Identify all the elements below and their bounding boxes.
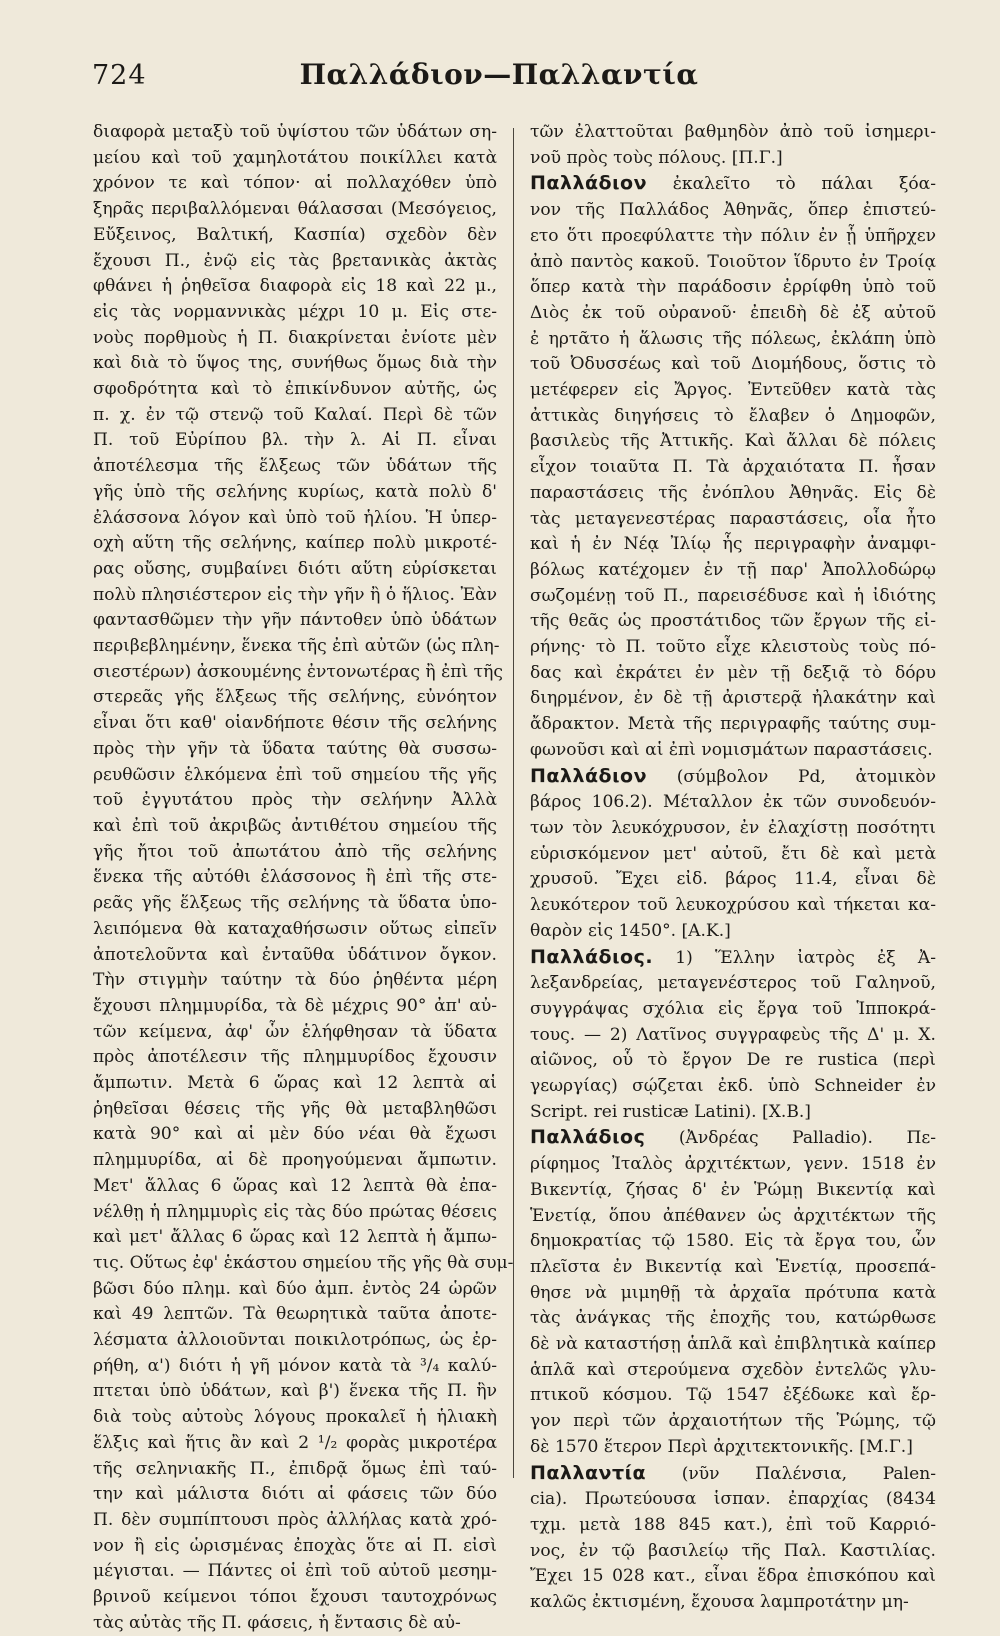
text-line: εἰς τὰς νορμαννικὰς μέχρι 10 μ. Εἰς στε- — [93, 301, 497, 322]
text-line: οχὴ αὕτη τῆς σελήνης, καίπερ πολὺ μικροτέ- — [93, 533, 497, 554]
entry-first-line — [530, 1461, 936, 1488]
page-number: 724 — [92, 60, 147, 91]
text-line: γῆς ὑπὸ τῆς σελήνης κυρίως, κατὰ πολὺ δ' — [93, 481, 497, 502]
text-line: τὰς μεταγενεστέρας παραστάσεις, οἷα ἦτο — [530, 508, 936, 529]
text-line: ἀττικὰς διηγήσεις τὸ ἔλαβεν ὁ Δημοφῶν, — [530, 405, 936, 426]
text-line: βόλως κατέχομεν ἐν τῇ παρ' Ἀπολλοδώρῳ — [530, 559, 936, 580]
entry-first-line — [530, 1125, 936, 1152]
text-line: των τὸν λευκόχρυσον, ἐν ἐλαχίστῃ ποσότητι — [530, 817, 936, 838]
text-line: ἔχουσι πλημμυρίδα, τὰ δὲ μέχρις 90° ἀπ' αὐ- — [93, 995, 497, 1016]
text-line: αἰῶνος, οὗ τὸ ἔργον De re rustica (περὶ — [530, 1050, 936, 1071]
text-line: πρὸς τὴν γῆν τὰ ὕδατα ταύτης θὰ συσσω- — [93, 738, 497, 759]
text-line: βασιλεὺς τῆς Ἀττικῆς. Καὶ ἄλλαι δὲ πόλεις — [530, 431, 936, 452]
text-line: ἀποτέλεσμα τῆς ἕλξεως τῶν ὑδάτων τῆς — [93, 456, 497, 477]
text-line: cia). Πρωτεύουσα ἱσπαν. ἐπαρχίας (8434 — [530, 1489, 936, 1510]
text-line: ῥηθεῖσαι θέσεις τῆς γῆς θὰ μεταβληθῶσι — [93, 1098, 497, 1119]
entry-text: (Ἀνδρέας Palladio). Πε- — [645, 1128, 936, 1149]
text-line: ἐ ηρτᾶτο ἡ ἅλωσις τῆς πόλεως, ἐκλάπη ὑπὸ — [530, 328, 936, 349]
entry-first-line — [530, 171, 936, 198]
text-line: νέλθῃ ἡ πλημμυρὶς εἰς τὰς δύο πρώτας θέσεις — [93, 1201, 497, 1222]
text-line: πλημμυρίδα, αἱ δὲ προηγούμεναι ἄμπωτιν. — [93, 1150, 497, 1171]
text-line: μετέφερεν εἰς Ἄργος. Ἐντεῦθεν κατὰ τὰς — [530, 380, 936, 401]
text-line: νοὺς πορθμοὺς ἡ Π. διακρίνεται ἐνίοτε μὲν — [93, 327, 497, 348]
text-line: Script. rei rusticæ Latini). [Χ.Β.] — [530, 1101, 811, 1122]
text-line: δας καὶ ἐκράτει ἐν μὲν τῇ δεξιᾷ τὸ δόρυ — [530, 662, 936, 683]
text-line: καὶ μετ' ἄλλας 6 ὥρας καὶ 12 λεπτὰ ἡ ἄμπω- — [93, 1227, 497, 1248]
text-line: γεωργίας) σῴζεται ἐκδ. ὑπὸ Schneider ἐν — [530, 1076, 936, 1097]
text-line: τὰς ἀνάγκας τῆς ἐποχῆς του, κατώρθωσε — [530, 1308, 936, 1329]
text-line: μέγισται. — Πάντες οἱ ἐπὶ τοῦ αὐτοῦ μεσημ- — [93, 1561, 497, 1582]
text-line: Τὴν στιγμὴν ταύτην τὰ δύο ῥηθέντα μέρη — [93, 970, 497, 991]
text-line: λεξανδρείας, μεταγενέστερος τοῦ Γαληνοῦ, — [530, 973, 936, 994]
text-line: ἄμπωτιν. Μετὰ 6 ὥρας καὶ 12 λεπτὰ αἱ — [93, 1073, 497, 1094]
text-line: παραστάσεις τῆς ἐνόπλου Ἀθηνᾶς. Εἰς δὲ — [530, 482, 936, 503]
text-line: γον περὶ τῶν ἀρχαιοτήτων τῆς Ῥώμης, τῷ — [530, 1411, 936, 1432]
text-line: δὲ 1570 ἕτερον Περὶ ἀρχιτεκτονικῆς. [Μ.Γ.] — [530, 1436, 913, 1457]
text-line: φαντασθῶμεν τὴν γῆν πάντοθεν ὑπὸ ὑδάτων — [93, 610, 497, 631]
text-line: βῶσι δύο πλημ. καὶ δύο ἀμπ. ἐντὸς 24 ὡρῶν — [93, 1278, 497, 1299]
text-line: ἁπλᾶ καὶ στερούμενα σχεδὸν ἐντελῶς γλυ- — [530, 1359, 936, 1380]
text-line: εἶχον τοιαῦτα Π. Τὰ ἀρχαιότατα Π. ἦσαν — [530, 457, 936, 478]
text-line: λευκότερον τοῦ λευκοχρύσου καὶ τήκεται κα- — [530, 895, 936, 916]
entry-headword: Παλλάδιος. — [530, 945, 654, 968]
text-line: ἕλξις καὶ ἥτις ἂν καὶ 2 ¹/₂ φορὰς μικροτέρα — [93, 1432, 497, 1453]
entry-first-line — [530, 764, 936, 791]
entry-headword: Παλλάδιον — [530, 172, 648, 195]
text-line: ἀποτελοῦντα καὶ ἐνταῦθα ὑδάτινον ὄγκον. — [93, 944, 497, 965]
text-line: φωνοῦσι καὶ αἱ ἐπὶ νομισμάτων παραστάσεις. — [530, 739, 933, 760]
entry-first-line — [530, 945, 936, 972]
dictionary-entry — [530, 1461, 936, 1616]
text-line: βρινοῦ κείμενοι τόποι ἔχουσι ταυτοχρόνως — [93, 1587, 497, 1608]
dictionary-entry — [530, 945, 936, 1126]
text-line: σιεστέρων) ἀσκουμένης ἐντονωτέρας ἢ ἐπὶ τῆς — [93, 661, 503, 682]
text-line: Π. δὲν συμπίπτουσι πρὸς ἀλλήλας κατὰ χρό- — [93, 1509, 497, 1530]
text-line: πτικοῦ κόσμου. Τῷ 1547 ἐξέδωκε καὶ ἔρ- — [530, 1385, 936, 1406]
text-line: στερεᾶς γῆς ἕλξεως τῆς σελήνης, εὐνόητον — [93, 687, 497, 708]
dictionary-entry — [530, 171, 936, 763]
text-line: ρευθῶσιν ἑλκόμενα ἐπὶ τοῦ σημείου τῆς γῆς — [93, 764, 497, 785]
text-line: κατὰ 90° καὶ αἱ μὲν δύο νέαι θὰ ἔχωσι — [93, 1124, 497, 1145]
text-line: τχμ. μετὰ 188 845 κατ.), ἐπὶ τοῦ Καρριό- — [530, 1514, 936, 1535]
text-line: τὰς αὐτὰς τῆς Π. φάσεις, ἡ ἔντασις δὲ αὐ- — [93, 1612, 461, 1633]
text-line: Εὔξεινος, Βαλτική, Κασπία) σχεδὸν δὲν — [93, 224, 497, 245]
text-line: εἶναι ὅτι καθ' οἱανδήποτε θέσιν τῆς σελήνης — [93, 713, 497, 734]
text-line: θαρὸν εἰς 1450°. [Α.Κ.] — [530, 920, 731, 941]
text-line: λειπόμενα θὰ καταχαθήσωσιν οὕτως εἰπεῖν — [93, 918, 497, 939]
text-line: τῶν ἐλαττοῦται βαθμηδὸν ἀπὸ τοῦ ἰσημερι- — [530, 122, 936, 142]
text-line: φθάνει ἡ ῥηθεῖσα διαφορὰ εἰς 18 καὶ 22 μ., — [93, 276, 497, 297]
text-line: την καὶ μάλιστα διότι αἱ φάσεις τῶν δύο — [93, 1484, 497, 1505]
text-line: ρας οὔσης, συμβαίνει διότι αὕτη εὑρίσκεται — [93, 558, 497, 579]
entry-headword: Παλλάδιον — [530, 764, 648, 787]
text-line: Ἔχει 15 028 κατ., εἶναι ἕδρα ἐπισκόπου καὶ — [530, 1566, 936, 1587]
entry-headword: Παλλαντία — [530, 1461, 647, 1484]
text-line: πολὺ πλησιέστερον εἰς τὴν γῆν ἢ ὁ ἥλιος. Ἐὰν — [93, 584, 497, 605]
text-line: ἔχουσι Π., ἐνῷ εἰς τὰς βρετανικὰς ἀκτὰς — [93, 250, 497, 271]
text-line: καὶ 49 λεπτῶν. Τὰ θεωρητικὰ ταῦτα ἀποτε- — [93, 1304, 497, 1325]
text-line: τῆς σεληνιακῆς Π., ἐπιδρᾷ ὅμως ἐπὶ ταύ- — [93, 1458, 497, 1479]
entry-headword: Παλλάδιος — [530, 1126, 646, 1149]
text-line: Διὸς ἐκ τοῦ οὐρανοῦ· ἐπειδὴ δὲ ἐξ αὐτοῦ — [530, 302, 936, 323]
text-line: δημοκρατίας τῷ 1580. Εἰς τὰ ἔργα του, ὧν — [530, 1231, 936, 1252]
text-line: νος, ἐν τῷ βασιλείῳ τῆς Παλ. Καστιλίας. — [530, 1540, 936, 1561]
right-column — [530, 120, 936, 1613]
text-line: ἀπὸ παντὸς κακοῦ. Τοιοῦτον ἵδρυτο ἐν Τροίᾳ — [530, 251, 936, 272]
text-line: ρίφημος Ἰταλὸς ἀρχιτέκτων, γενν. 1518 ἐν — [530, 1154, 936, 1175]
text-line: τοῦ Ὀδυσσέως καὶ τοῦ Διομήδους, ὅστις τὸ — [530, 354, 936, 375]
text-line: βάρος 106.2). Μέταλλον ἐκ τῶν συνοδευόν- — [530, 792, 936, 813]
text-line: ρεᾶς γῆς ἕλξεως τῆς σελήνης τὰ ὕδατα ὑπο- — [93, 893, 497, 914]
text-line: διηρμένον, ἐν δὲ τῇ ἀριστερᾷ ἠλακάτην καὶ — [530, 688, 936, 709]
text-line: γῆς ἤτοι τοῦ ἀπωτάτου ἀπὸ τῆς σελήνης — [93, 841, 497, 862]
text-line: ἄδρακτον. Μετὰ τῆς περιγραφῆς ταύτης συμ- — [530, 714, 936, 735]
text-line: πλεῖστα ἐν Βικεντίᾳ καὶ Ἑνετίᾳ, προσεπά- — [530, 1256, 936, 1277]
text-line: τῶν κείμενα, ἀφ' ὧν ἑλήφθησαν τὰ ὕδατα — [93, 1021, 497, 1042]
text-line: διὰ τοὺς αὐτοὺς λόγους προκαλεῖ ἡ ἡλιακὴ — [93, 1407, 497, 1428]
text-line: νον τῆς Παλλάδος Ἀθηνᾶς, ὅπερ ἐπιστεύ- — [530, 200, 936, 221]
text-line: λέσματα ἀλλοιοῦνται ποικιλοτρόπως, ὡς ἐρ- — [93, 1330, 497, 1351]
text-line: ἐλάσσονα λόγον καὶ ὑπὸ τοῦ ἡλίου. Ἡ ὑπερ- — [93, 507, 497, 528]
text-line: θησε νὰ μιμηθῇ τὰ ἀρχαῖα πρότυπα κατὰ — [530, 1282, 936, 1303]
text-line: καὶ ἐπὶ τοῦ ἀκριβῶς ἀντιθέτου σημείου τῆς — [93, 815, 497, 836]
text-line: π. χ. ἐν τῷ στενῷ τοῦ Καλαί. Περὶ δὲ τῶν — [93, 404, 497, 425]
text-line: σωζομένῃ τοῦ Π., παρεισέδυσε καὶ ἡ ἰδιότης — [530, 585, 936, 606]
text-line: ρήθη, α') διότι ἡ γῆ μόνον κατὰ τὰ ³/₄ καλύ- — [93, 1355, 497, 1376]
text-line: σφοδρότητα καὶ τὸ ἐπικίνδυνον αὐτῆς, ὡς — [93, 379, 497, 400]
text-line: πτεται ὑπὸ ὑδάτων, καὶ β') ἕνεκα τῆς Π. ἣν — [93, 1381, 497, 1402]
text-line: χρόνον τε καὶ τόπον· αἱ πολλαχόθεν ὑπὸ — [93, 173, 497, 194]
text-line: Μετ' ἄλλας 6 ὥρας καὶ 12 λεπτὰ θὰ ἐπα- — [93, 1175, 497, 1196]
text-line: ὅπερ κατὰ τὴν παράδοσιν ἐρρίφθη ὑπὸ τοῦ — [530, 277, 936, 298]
text-line: Βικεντίᾳ, ζήσας δ' ἐν Ῥώμῃ Βικεντίᾳ καὶ — [530, 1179, 936, 1200]
entry-text: (νῦν Παλένσια, Palen- — [646, 1463, 936, 1484]
entry-text: (σύμβολον Pd, ἀτομικὸν — [647, 766, 936, 787]
text-line: ἕνεκα τῆς αὐτόθι ἐλάσσονος ἢ ἐπὶ τῆς στε- — [93, 867, 497, 888]
dictionary-entry — [530, 764, 936, 945]
text-line: νον ἢ εἰς ὡρισμένας ἐποχὰς ὅτε αἱ Π. εἰσὶ — [93, 1535, 497, 1556]
text-line: διαφορὰ μεταξὺ τοῦ ὑψίστου τῶν ὑδάτων ση- — [93, 122, 497, 142]
dictionary-entry — [530, 1125, 936, 1460]
text-line: τους. — 2) Λατῖνος συγγραφεὺς τῆς Δ' μ. Χ. — [530, 1024, 936, 1045]
text-line: περιβεβλημένην, ἕνεκα τῆς ἐπὶ αὐτῶν (ὡς πλη- — [93, 636, 500, 657]
text-line: νοῦ πρὸς τοὺς πόλους. [Π.Γ.] — [530, 147, 783, 168]
text-line: εὑρισκόμενον μετ' αὐτοῦ, ἔτι δὲ καὶ μετὰ — [530, 843, 936, 864]
text-line: ετο ὅτι προεφύλαττε τὴν πόλιν ἐν ᾗ ὑπῆρχεν — [530, 225, 936, 246]
column-divider — [513, 128, 514, 1478]
text-line: συγγράψας σχόλια εἰς ἔργα τοῦ Ἱπποκρά- — [530, 998, 936, 1019]
text-line: Ἑνετίᾳ, ὅπου ἀπέθανεν ὡς ἀρχιτέκτων τῆς — [530, 1205, 936, 1226]
entry-text: ἐκαλεῖτο τὸ πάλαι ξόα- — [647, 174, 936, 195]
text-line: ρήνης· τὸ Π. τοῦτο εἶχε κλειστοὺς τοὺς πό- — [530, 637, 936, 658]
text-line: τις. Οὕτως ἐφ' ἑκάστου σημείου τῆς γῆς θὰ συμ- — [93, 1252, 514, 1273]
text-line: δὲ νὰ καταστήσῃ ἁπλᾶ καὶ ἐπιβλητικὰ καίπερ — [530, 1334, 936, 1355]
text-line: τοῦ ἐγγυτάτου πρὸς τὴν σελήνην Ἀλλὰ — [93, 790, 497, 811]
text-line: μείου καὶ τοῦ χαμηλοτάτου ποικίλλει κατὰ — [93, 147, 497, 168]
text-line: καὶ διὰ τὸ ὕψος της, συνήθως ὅμως διὰ τὴν — [93, 353, 497, 374]
text-line: καὶ ἡ ἐν Νέᾳ Ἰλίῳ ἧς περιγραφὴν ἀναμφι- — [530, 534, 936, 555]
left-column — [93, 120, 514, 1633]
page-header — [92, 58, 906, 98]
text-line: καλῶς ἐκτισμένη, ἔχουσα λαμπροτάτην μη- — [530, 1592, 909, 1613]
text-line: πρὸς ἀποτέλεσιν τῆς πλημμυρίδος ἔχουσιν — [93, 1047, 497, 1068]
text-line: τῆς θεᾶς ὡς προστάτιδος τῶν ἔργων τῆς εἰ- — [530, 611, 936, 632]
entry-text: 1) Ἕλλην ἰατρὸς ἐξ Ἀ- — [653, 947, 936, 968]
text-line: ξηρᾶς περιβαλλόμεναι θάλασσαι (Μεσόγειος, — [93, 199, 497, 220]
running-head: Παλλάδιον—Παλλαντία — [299, 58, 699, 91]
text-line: Π. τοῦ Εὐρίπου βλ. τὴν λ. Αἱ Π. εἶναι — [93, 430, 497, 451]
text-line: χρυσοῦ. Ἔχει εἰδ. βάρος 11.4, εἶναι δὲ — [530, 869, 936, 890]
